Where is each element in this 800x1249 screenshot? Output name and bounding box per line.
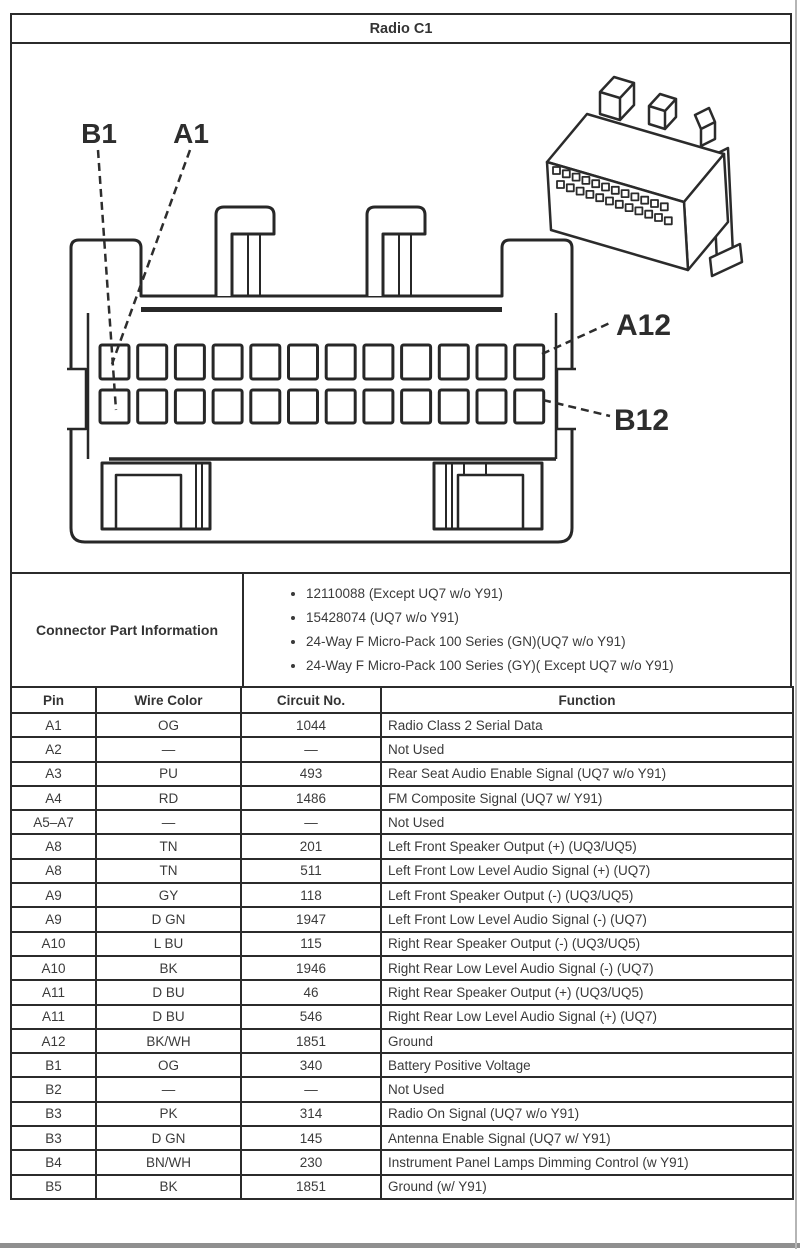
pin-cavity-b4 <box>213 390 242 423</box>
table-row <box>11 762 793 786</box>
pin-cavity-a6 <box>289 345 318 379</box>
cell-function: Radio On Signal (UQ7 w/o Y91) <box>381 1102 793 1126</box>
cell-circuit-no: 145 <box>241 1126 381 1150</box>
cell-pin: A10 <box>11 932 96 956</box>
cell-function: FM Composite Signal (UQ7 w/ Y91) <box>381 786 793 810</box>
pin-cavity-a3 <box>175 345 204 379</box>
cell-circuit-no: 546 <box>241 1005 381 1029</box>
connector-part-list <box>244 582 674 678</box>
cell-circuit-no: 201 <box>241 834 381 858</box>
cell-function: Not Used <box>381 737 793 761</box>
pin-cavity-b10 <box>439 390 468 423</box>
pin-cavity-b3 <box>175 390 204 423</box>
pin-cavity-a12 <box>515 345 544 379</box>
terminal-hole <box>655 214 662 221</box>
cell-function: Left Front Speaker Output (-) (UQ3/UQ5) <box>381 883 793 907</box>
cell-pin: B3 <box>11 1102 96 1126</box>
table-row <box>11 907 793 931</box>
cell-function: Right Rear Low Level Audio Signal (-) (UQ7) <box>381 956 793 980</box>
connector-part-information-section <box>10 572 792 688</box>
right-notch-mask <box>557 369 578 429</box>
cell-wire-color: BN/WH <box>96 1150 241 1174</box>
connector-3d-view <box>547 77 742 276</box>
cell-wire-color: — <box>96 810 241 834</box>
cell-pin: A9 <box>11 907 96 931</box>
title-bar <box>10 13 792 44</box>
cell-circuit-no: 340 <box>241 1053 381 1077</box>
pin-cavity-a9 <box>402 345 431 379</box>
cell-pin: A3 <box>11 762 96 786</box>
cell-circuit-no: 314 <box>241 1102 381 1126</box>
cell-function: Not Used <box>381 810 793 834</box>
pin-cavity-a5 <box>251 345 280 379</box>
pinout-table-section <box>10 686 792 1240</box>
terminal-hole <box>622 190 629 197</box>
terminal-hole <box>586 191 593 198</box>
pinout-table <box>10 686 794 1200</box>
cell-pin: B1 <box>11 1053 96 1077</box>
top-tab-2 <box>649 94 676 129</box>
pin-cavity-b7 <box>326 390 355 423</box>
table-row <box>11 786 793 810</box>
cell-function: Ground <box>381 1029 793 1053</box>
terminal-hole <box>573 174 580 181</box>
cell-circuit-no: 1947 <box>241 907 381 931</box>
connector-front-view <box>65 207 578 542</box>
terminal-hole <box>557 181 564 188</box>
pin-cavity-a2 <box>138 345 167 379</box>
terminal-hole <box>661 203 668 210</box>
cell-function: Left Front Speaker Output (+) (UQ3/UQ5) <box>381 834 793 858</box>
cell-pin: A9 <box>11 883 96 907</box>
cell-pin: A2 <box>11 737 96 761</box>
left-notch-mask <box>65 369 86 429</box>
cell-pin: B2 <box>11 1077 96 1101</box>
cell-wire-color: — <box>96 1077 241 1101</box>
cell-circuit-no: 1044 <box>241 713 381 737</box>
table-row <box>11 883 793 907</box>
cell-wire-color: D GN <box>96 907 241 931</box>
hook-tab-left-detail <box>248 234 260 296</box>
cell-circuit-no: 1946 <box>241 956 381 980</box>
table-row <box>11 1077 793 1101</box>
connector-part-item: • 24-Way F Micro-Pack 100 Series (GY)( Except UQ7 w/o Y91) <box>306 654 674 678</box>
cell-circuit-no: 115 <box>241 932 381 956</box>
hook-tab-left <box>216 207 274 296</box>
connector-part-information-label: Connector Part Information <box>35 622 218 638</box>
terminal-hole <box>641 197 648 204</box>
column-header: Wire Color <box>96 687 241 713</box>
cell-function: Battery Positive Voltage <box>381 1053 793 1077</box>
pin-cavity-a11 <box>477 345 506 379</box>
column-header: Circuit No. <box>241 687 381 713</box>
label-a12: A12 <box>616 309 672 342</box>
table-row <box>11 1102 793 1126</box>
pin-cavity-a10 <box>439 345 468 379</box>
bottom-latch-left <box>102 463 210 529</box>
cell-circuit-no: — <box>241 737 381 761</box>
table-row <box>11 859 793 883</box>
terminal-hole <box>606 198 613 205</box>
column-header: Pin <box>11 687 96 713</box>
table-row <box>11 1005 793 1029</box>
terminal-hole <box>612 187 619 194</box>
terminal-hole <box>626 204 633 211</box>
terminal-hole <box>665 217 672 224</box>
cell-wire-color: BK <box>96 1175 241 1199</box>
cell-wire-color: OG <box>96 1053 241 1077</box>
pin-cavity-b2 <box>138 390 167 423</box>
table-body <box>11 713 793 1199</box>
connector-part-information-label-cell <box>12 574 244 686</box>
page-title: Radio C1 <box>369 20 433 37</box>
cell-circuit-no: 493 <box>241 762 381 786</box>
cell-circuit-no: 46 <box>241 980 381 1004</box>
cell-wire-color: D GN <box>96 1126 241 1150</box>
terminal-hole <box>645 211 652 218</box>
table-row <box>11 956 793 980</box>
cell-pin: A8 <box>11 834 96 858</box>
label-a1: A1 <box>173 118 209 149</box>
cell-function: Right Rear Low Level Audio Signal (+) (UQ7) <box>381 1005 793 1029</box>
cell-function: Antenna Enable Signal (UQ7 w/ Y91) <box>381 1126 793 1150</box>
terminal-hole <box>553 167 560 174</box>
cell-pin: B5 <box>11 1175 96 1199</box>
cell-circuit-no: 118 <box>241 883 381 907</box>
cell-pin: A11 <box>11 980 96 1004</box>
top-rail <box>141 307 502 312</box>
cell-wire-color: L BU <box>96 932 241 956</box>
cell-circuit-no: 1851 <box>241 1175 381 1199</box>
cell-pin: A11 <box>11 1005 96 1029</box>
connector-part-item: • 24-Way F Micro-Pack 100 Series (GN)(UQ7 w/o Y91) <box>306 630 674 654</box>
hook-tab-right-detail <box>399 234 411 296</box>
pin-cavity-b1 <box>100 390 129 423</box>
table-row <box>11 810 793 834</box>
cell-function: Left Front Low Level Audio Signal (+) (UQ7) <box>381 859 793 883</box>
cell-wire-color: D BU <box>96 1005 241 1029</box>
hook-tab-right <box>367 207 425 296</box>
table-row <box>11 1053 793 1077</box>
pin-cavity-b5 <box>251 390 280 423</box>
cell-wire-color: PU <box>96 762 241 786</box>
connector-line-art <box>12 44 790 572</box>
pin-cavity-b9 <box>402 390 431 423</box>
table-row <box>11 1150 793 1174</box>
cell-wire-color: BK <box>96 956 241 980</box>
cell-pin: A12 <box>11 1029 96 1053</box>
terminal-hole <box>635 207 642 214</box>
cell-function: Radio Class 2 Serial Data <box>381 713 793 737</box>
table-row <box>11 1175 793 1199</box>
table-row <box>11 980 793 1004</box>
top-tab-3 <box>695 108 715 146</box>
terminal-hole <box>577 188 584 195</box>
cell-pin: A4 <box>11 786 96 810</box>
connector-part-item: • 12110088 (Except UQ7 w/o Y91) <box>306 582 674 606</box>
cell-function: Rear Seat Audio Enable Signal (UQ7 w/o Y91) <box>381 762 793 786</box>
cell-function: Right Rear Speaker Output (-) (UQ3/UQ5) <box>381 932 793 956</box>
cell-pin: A5–A7 <box>11 810 96 834</box>
table-row <box>11 1126 793 1150</box>
table-row <box>11 932 793 956</box>
table-row <box>11 737 793 761</box>
label-b12: B12 <box>614 404 670 437</box>
connector-part-item: • 15428074 (UQ7 w/o Y91) <box>306 606 674 630</box>
table-row <box>11 713 793 737</box>
right-scan-edge <box>795 0 797 1249</box>
terminal-hole <box>631 193 638 200</box>
cell-wire-color: GY <box>96 883 241 907</box>
cell-wire-color: RD <box>96 786 241 810</box>
cell-circuit-no: — <box>241 810 381 834</box>
cell-function: Right Rear Speaker Output (+) (UQ3/UQ5) <box>381 980 793 1004</box>
cell-function: Not Used <box>381 1077 793 1101</box>
terminal-hole <box>567 184 574 191</box>
bottom-latch-right <box>434 463 542 529</box>
pin-cavity-b8 <box>364 390 393 423</box>
cell-pin: A1 <box>11 713 96 737</box>
cell-pin: A8 <box>11 859 96 883</box>
connector-part-information-list-cell <box>244 574 790 686</box>
cell-circuit-no: 1851 <box>241 1029 381 1053</box>
cell-circuit-no: 230 <box>241 1150 381 1174</box>
column-header: Function <box>381 687 793 713</box>
connector-diagram <box>10 42 792 574</box>
terminal-hole <box>602 184 609 191</box>
table-row <box>11 834 793 858</box>
cell-circuit-no: — <box>241 1077 381 1101</box>
table-row <box>11 1029 793 1053</box>
pin-cavity-b11 <box>477 390 506 423</box>
pin-cavity-b6 <box>289 390 318 423</box>
cell-wire-color: BK/WH <box>96 1029 241 1053</box>
label-b1: B1 <box>81 118 117 149</box>
cell-function: Left Front Low Level Audio Signal (-) (UQ7) <box>381 907 793 931</box>
terminal-hole <box>582 177 589 184</box>
terminal-hole <box>596 194 603 201</box>
pin-cavity-a7 <box>326 345 355 379</box>
cell-circuit-no: 1486 <box>241 786 381 810</box>
cell-pin: A10 <box>11 956 96 980</box>
pin-cavity-b12 <box>515 390 544 423</box>
bottom-scan-rule <box>0 1243 800 1248</box>
terminal-hole <box>651 200 658 207</box>
cell-pin: B3 <box>11 1126 96 1150</box>
terminal-hole <box>563 170 570 177</box>
cell-wire-color: TN <box>96 859 241 883</box>
cell-wire-color: OG <box>96 713 241 737</box>
cell-function: Instrument Panel Lamps Dimming Control (w Y91) <box>381 1150 793 1174</box>
cell-wire-color: — <box>96 737 241 761</box>
cell-wire-color: TN <box>96 834 241 858</box>
cell-function: Ground (w/ Y91) <box>381 1175 793 1199</box>
cell-pin: B4 <box>11 1150 96 1174</box>
terminal-hole <box>616 201 623 208</box>
cell-circuit-no: 511 <box>241 859 381 883</box>
pin-cavity-a4 <box>213 345 242 379</box>
cell-wire-color: D BU <box>96 980 241 1004</box>
top-tab-1 <box>600 77 634 120</box>
header-row <box>11 687 793 713</box>
cell-wire-color: PK <box>96 1102 241 1126</box>
terminal-hole <box>592 180 599 187</box>
pin-cavity-a8 <box>364 345 393 379</box>
